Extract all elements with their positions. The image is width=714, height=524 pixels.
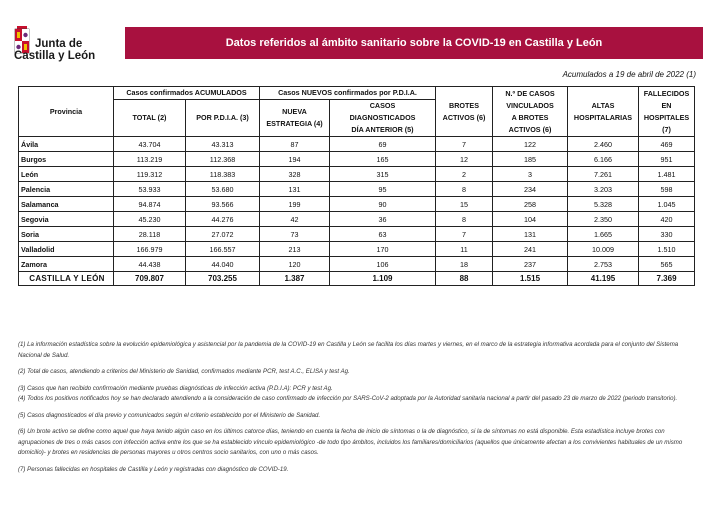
cell-pdia: 53.680	[186, 182, 260, 197]
table-row	[19, 152, 695, 167]
cell-diagnosticados: 106	[330, 257, 436, 272]
cell-nueva-estrategia: 131	[260, 182, 330, 197]
cell-fallecidos: 1.045	[639, 197, 695, 212]
cell-total: 119.312	[114, 167, 186, 182]
footnote-1: (1) La información estadística sobre la evolución epidemiológica y asistencial por la pandemia de la COVID-19 en Castilla y León se facilita los días martes y viernes, en el marco de la estrategia informativa acordada para el conjunto del Sistema Nacional de Salud.	[18, 341, 679, 359]
table-row	[19, 137, 695, 152]
total-total: 709.807	[114, 272, 186, 286]
cell-nueva-estrategia: 73	[260, 227, 330, 242]
cell-provincia: Ávila	[19, 137, 114, 152]
footnote-5: (5) Casos diagnosticados el día previo y comunicados según el criterio establecido por el Ministerio de Sanidad.	[18, 411, 321, 419]
cell-altas: 5.328	[568, 197, 639, 212]
header-pdia: POR P.D.I.A. (3)	[186, 100, 260, 137]
cell-diagnosticados: 63	[330, 227, 436, 242]
cell-nueva-estrategia: 199	[260, 197, 330, 212]
cell-total: 28.118	[114, 227, 186, 242]
cell-pdia: 118.383	[186, 167, 260, 182]
cell-brotes: 2	[436, 167, 493, 182]
cell-brotes: 8	[436, 212, 493, 227]
cell-total: 94.874	[114, 197, 186, 212]
table-row	[19, 227, 695, 242]
table-row	[19, 182, 695, 197]
junta-logo	[14, 26, 104, 66]
cell-provincia: Zamora	[19, 257, 114, 272]
cell-total: 113.219	[114, 152, 186, 167]
cell-total: 53.933	[114, 182, 186, 197]
cell-provincia: Valladolid	[19, 242, 114, 257]
cell-fallecidos: 469	[639, 137, 695, 152]
cell-brotes: 8	[436, 182, 493, 197]
cell-fallecidos: 1.510	[639, 242, 695, 257]
cell-altas: 2.350	[568, 212, 639, 227]
total-pdia: 703.255	[186, 272, 260, 286]
total-row	[19, 272, 695, 286]
footnote-6: (6) Un brote activo se define como aquel que haya tenido algún caso en los últimos catorce días, teniendo en cuenta la fecha de inicio de síntomas o la de diagnóstico, si la de síntomas no está disponible. Esta estadística incluye brotes con agrupaciones de tres o más casos con infección activa entre los que se ha establecido vínculo epidemiológico -de todo tipo ámbitos, incluidos los familiares/domiciliarios (aquellos que únicamente afectan a los convivientes habituales de un mismo domicilio)- y brotes en residencias de personas mayores u otros centros socio sanitarios, con uno o más casos.	[18, 428, 683, 456]
cell-nueva-estrategia: 194	[260, 152, 330, 167]
cell-provincia: Salamanca	[19, 197, 114, 212]
cell-vinculados: 131	[493, 227, 568, 242]
cell-provincia: Burgos	[19, 152, 114, 167]
cell-vinculados: 3	[493, 167, 568, 182]
table-body	[19, 137, 695, 286]
cell-nueva-estrategia: 328	[260, 167, 330, 182]
footnote-2: (2) Total de casos, atendiendo a criterios del Ministerio de Sanidad, confirmados mediante PCR, test A.C., ELISA y test Ag.	[18, 368, 350, 375]
cell-altas: 1.665	[568, 227, 639, 242]
title-banner	[125, 27, 703, 59]
cell-nueva-estrategia: 87	[260, 137, 330, 152]
table-row	[19, 212, 695, 227]
footnotes	[18, 340, 698, 481]
cell-pdia: 166.557	[186, 242, 260, 257]
total-label: CASTILLA Y LEÓN	[19, 272, 114, 286]
cell-pdia: 27.072	[186, 227, 260, 242]
cell-altas: 2.753	[568, 257, 639, 272]
cell-altas: 2.460	[568, 137, 639, 152]
total-nueva-estrategia: 1.387	[260, 272, 330, 286]
cell-diagnosticados: 36	[330, 212, 436, 227]
table-row	[19, 257, 695, 272]
cell-provincia: Segovia	[19, 212, 114, 227]
header-total: TOTAL (2)	[114, 100, 186, 137]
cell-altas: 3.203	[568, 182, 639, 197]
footnote-7: (7) Personas fallecidas en hospitales de Castilla y León y registradas con diagnóstico de COVID-19.	[18, 465, 289, 473]
cell-vinculados: 234	[493, 182, 568, 197]
cell-nueva-estrategia: 42	[260, 212, 330, 227]
cell-pdia: 44.276	[186, 212, 260, 227]
cell-diagnosticados: 170	[330, 242, 436, 257]
table-row	[19, 167, 695, 182]
cell-vinculados: 122	[493, 137, 568, 152]
logo-line-1: Junta de	[35, 38, 83, 50]
footnote-3: (3) Casos que han recibido confirmación mediante pruebas diagnósticas de infección activa (P.D.I.A): PCR y test Ag.	[18, 384, 333, 392]
cell-brotes: 11	[436, 242, 493, 257]
cell-brotes: 7	[436, 227, 493, 242]
header-nueva-estrategia: NUEVA ESTRATEGIA (4)	[260, 100, 330, 137]
header-altas: ALTAS HOSPITALARIAS	[568, 87, 639, 137]
cell-brotes: 7	[436, 137, 493, 152]
total-diagnosticados: 1.109	[330, 272, 436, 286]
page-title: Datos referidos al ámbito sanitario sobre la COVID-19 en Castilla y León	[225, 37, 603, 49]
cell-altas: 7.261	[568, 167, 639, 182]
cell-diagnosticados: 69	[330, 137, 436, 152]
cell-nueva-estrategia: 120	[260, 257, 330, 272]
cell-altas: 6.166	[568, 152, 639, 167]
cell-vinculados: 185	[493, 152, 568, 167]
covid-data-table	[18, 86, 695, 286]
cell-pdia: 43.313	[186, 137, 260, 152]
cell-pdia: 112.368	[186, 152, 260, 167]
cell-vinculados: 237	[493, 257, 568, 272]
cell-brotes: 15	[436, 197, 493, 212]
cell-brotes: 18	[436, 257, 493, 272]
cell-pdia: 44.040	[186, 257, 260, 272]
cell-nueva-estrategia: 213	[260, 242, 330, 257]
cell-total: 166.979	[114, 242, 186, 257]
cell-provincia: León	[19, 167, 114, 182]
cell-total: 45.230	[114, 212, 186, 227]
cell-fallecidos: 951	[639, 152, 695, 167]
header-group-nuevos: Casos NUEVOS confirmados por P.D.I.A.	[260, 87, 436, 100]
total-vinculados: 1.515	[493, 272, 568, 286]
total-fallecidos: 7.369	[639, 272, 695, 286]
cell-brotes: 12	[436, 152, 493, 167]
date-note: Acumulados a 19 de abril de 2022 (1)	[562, 70, 696, 79]
header-diagnosticados: CASOS DIAGNOSTICADOS DÍA ANTERIOR (5)	[330, 100, 436, 137]
cell-vinculados: 104	[493, 212, 568, 227]
cell-diagnosticados: 95	[330, 182, 436, 197]
cell-diagnosticados: 90	[330, 197, 436, 212]
table-row	[19, 197, 695, 212]
cell-diagnosticados: 165	[330, 152, 436, 167]
cell-fallecidos: 1.481	[639, 167, 695, 182]
total-altas: 41.195	[568, 272, 639, 286]
cell-provincia: Soria	[19, 227, 114, 242]
cell-altas: 10.009	[568, 242, 639, 257]
cell-vinculados: 258	[493, 197, 568, 212]
cell-vinculados: 241	[493, 242, 568, 257]
cell-total: 43.704	[114, 137, 186, 152]
cell-total: 44.438	[114, 257, 186, 272]
header-fallecidos: FALLECIDOS EN HOSPITALES (7)	[639, 87, 695, 137]
logo-line-2: Castilla y León	[14, 50, 96, 62]
header-casos-vinculados: N.º DE CASOS VINCULADOS A BROTES ACTIVOS (6)	[493, 87, 568, 137]
header-provincia: Provincia	[19, 87, 114, 137]
table-row	[19, 242, 695, 257]
cell-fallecidos: 598	[639, 182, 695, 197]
cell-fallecidos: 565	[639, 257, 695, 272]
cell-pdia: 93.566	[186, 197, 260, 212]
total-brotes: 88	[436, 272, 493, 286]
header-brotes: BROTES ACTIVOS (6)	[436, 87, 493, 137]
cell-fallecidos: 420	[639, 212, 695, 227]
footnote-4: (4) Todos los positivos notificados hoy se han declarado atendiendo a la consideración de caso confirmado de infección por SARS-CoV-2 adoptada por la Autoridad sanitaria nacional a partir del pasado 23 de marzo de 2022 (periodo transitorio).	[18, 395, 678, 402]
header-group-acumulados: Casos confirmados ACUMULADOS	[114, 87, 260, 100]
cell-fallecidos: 330	[639, 227, 695, 242]
cell-provincia: Palencia	[19, 182, 114, 197]
cell-diagnosticados: 315	[330, 167, 436, 182]
